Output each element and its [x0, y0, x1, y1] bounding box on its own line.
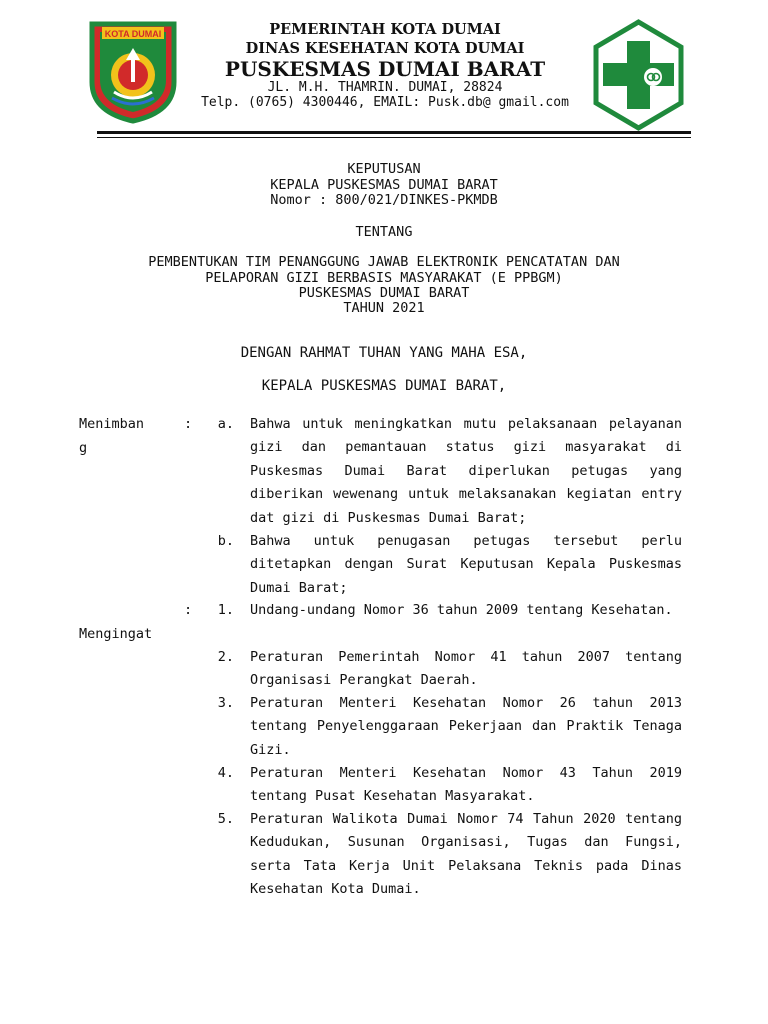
- recalling-item-text: Peraturan Menteri Kesehatan Nomor 43 Tahun 2019 tentang Pusat Kesehatan Masyarakat.: [250, 765, 682, 805]
- decree-head-title: KEPALA PUSKESMAS DUMAI BARAT,: [261, 378, 507, 394]
- recalling-item-number: 3.: [217, 695, 234, 711]
- letterhead-contact: Telp. (0765) 4300446, EMAIL: Pusk.db@ gmail.com: [201, 95, 569, 110]
- recalling-colon: :: [184, 602, 193, 618]
- considering-item-number: a.: [217, 416, 234, 432]
- decree-heading: KEPUTUSAN: [347, 161, 421, 177]
- letterhead-address: JL. M.H. THAMRIN. DUMAI, 28824: [267, 80, 503, 95]
- considering-item-text: Bahwa untuk meningkatkan mutu pelaksanaan pelayanan gizi dan pemantauan status gizi masyarakat di Puskesmas Dumai Barat diperlukan petugas yang diberikan wewenang untuk melaksanakan kegiatan entry dat gizi di Puskesmas Dumai Barat;: [250, 416, 682, 526]
- recalling-item-number: 2.: [217, 649, 234, 665]
- decree-about: TENTANG: [355, 224, 413, 240]
- letterhead-government: PEMERINTAH KOTA DUMAI: [269, 21, 501, 38]
- decree-subject-line-2: PELAPORAN GIZI BERBASIS MASYARAKAT (E PPBGM): [205, 270, 563, 286]
- decree-issuer: KEPALA PUSKESMAS DUMAI BARAT: [270, 177, 498, 193]
- letterhead-divider-thick: [97, 131, 691, 134]
- letterhead-agency: DINAS KESEHATAN KOTA DUMAI: [245, 40, 525, 57]
- considering-label: Menimban: [79, 416, 145, 432]
- recalling-item-number: 4.: [217, 765, 234, 781]
- considering-label-wrap: g: [79, 440, 88, 456]
- recalling-item-number: 5.: [217, 811, 234, 827]
- svg-text:KOTA DUMAI: KOTA DUMAI: [104, 29, 162, 39]
- considering-colon: :: [184, 416, 193, 432]
- decree-subject-line-1: PEMBENTUKAN TIM PENANGGUNG JAWAB ELEKTRONIK PENCATATAN DAN: [148, 254, 620, 270]
- letterhead-divider-thin: [97, 137, 691, 138]
- decree-number: Nomor : 800/021/DINKES-PKMDB: [270, 192, 498, 208]
- decree-invocation: DENGAN RAHMAT TUHAN YANG MAHA ESA,: [240, 345, 528, 361]
- recalling-item-text: Peraturan Walikota Dumai Nomor 74 Tahun 2020 tentang Kedudukan, Susunan Organisasi, Tugas dan Fungsi, serta Tata Kerja Unit Pelaksana Teknis pada Dinas Kesehatan Kota Dumai.: [250, 811, 682, 898]
- recalling-item-text: Undang-undang Nomor 36 tahun 2009 tentang Kesehatan.: [250, 602, 673, 618]
- considering-item-number: b.: [217, 533, 234, 549]
- recalling-item-text: Peraturan Pemerintah Nomor 41 tahun 2007 tentang Organisasi Perangkat Daerah.: [250, 649, 682, 689]
- considering-item-text: Bahwa untuk penugasan petugas tersebut perlu ditetapkan dengan Surat Keputusan Kepala Puskesmas Dumai Barat;: [250, 533, 682, 596]
- recalling-item-text: Peraturan Menteri Kesehatan Nomor 26 tahun 2013 tentang Penyelenggaraan Pekerjaan dan Praktik Tenaga Gizi.: [250, 695, 682, 758]
- decree-subject-line-3: PUSKESMAS DUMAI BARAT: [298, 285, 470, 301]
- letterhead-institution: PUSKESMAS DUMAI BARAT: [224, 57, 546, 81]
- recalling-item-number: 1.: [217, 602, 234, 618]
- decree-subject-line-4: TAHUN 2021: [343, 300, 425, 316]
- recalling-label: Mengingat: [79, 626, 153, 642]
